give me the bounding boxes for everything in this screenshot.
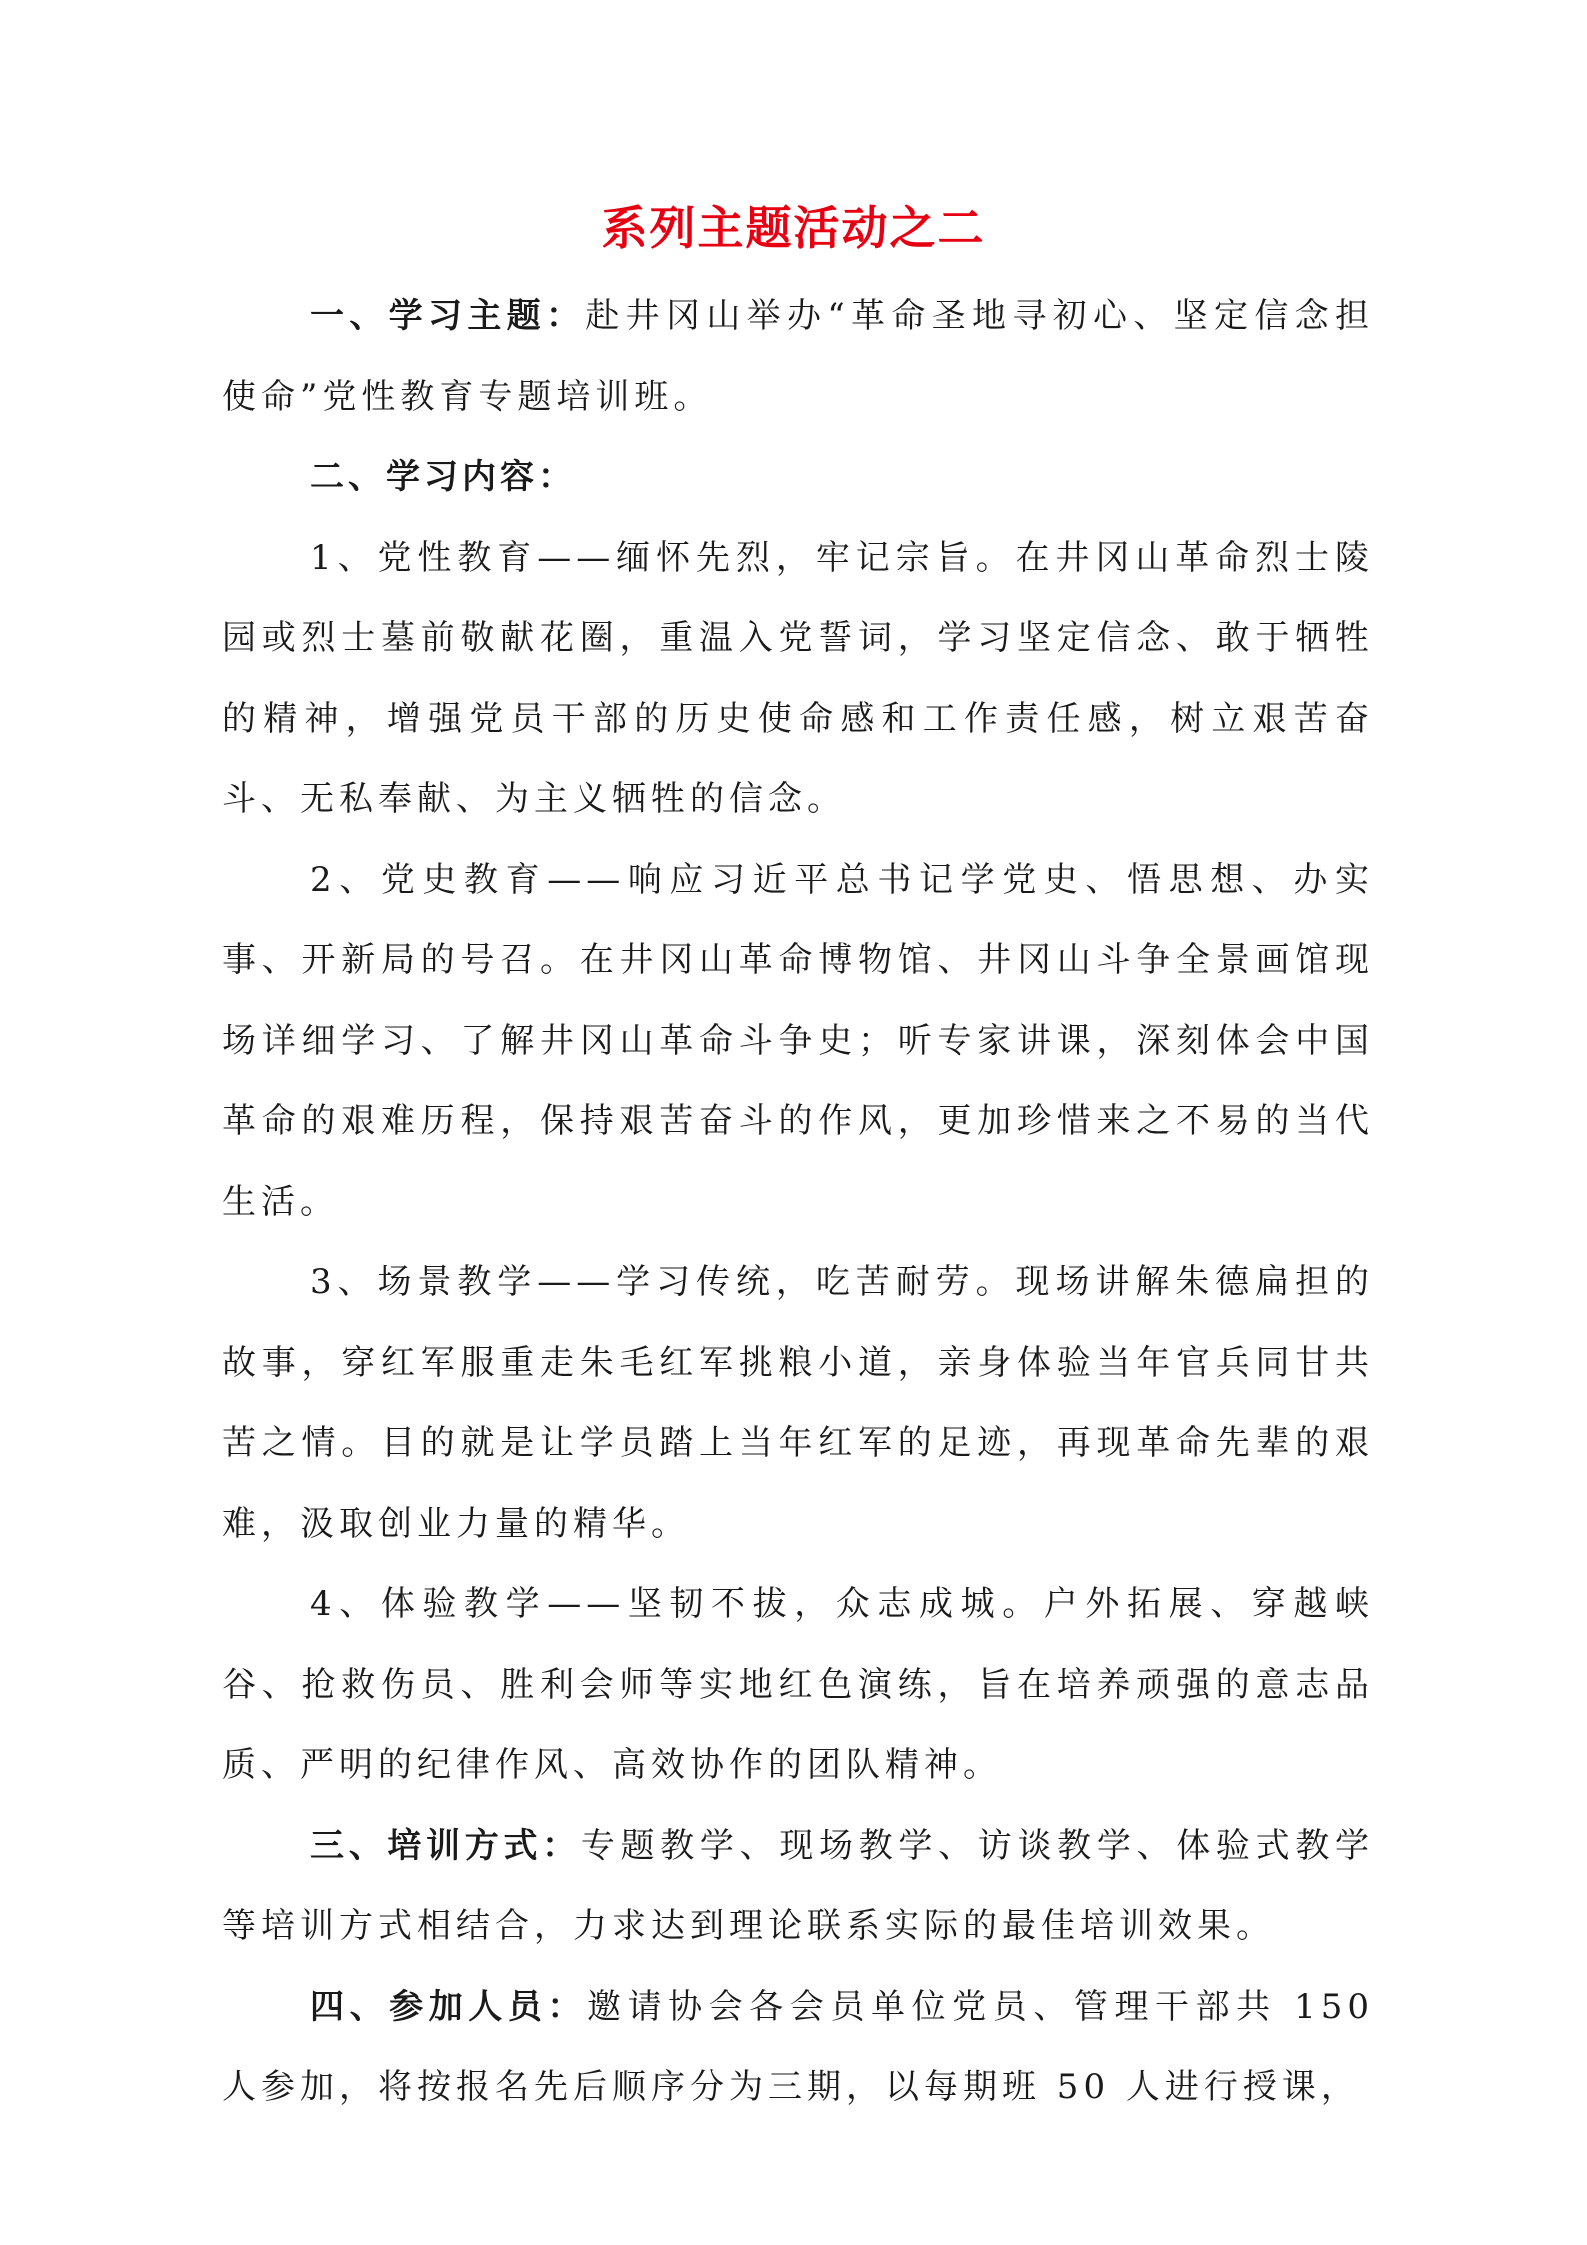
section-heading: 四、参加人员：: [310, 1986, 588, 2027]
page-title: 系列主题活动之二: [601, 201, 986, 255]
document-body: [222, 276, 1374, 2128]
section-content: [222, 437, 1374, 518]
content-item-2: 2、党史教育——响应习近平总书记学党史、悟思想、办实事、开新局的号召。在井冈山革命博物馆、井冈山斗争全景画馆现场详细学习、了解井冈山革命斗争史；听专家讲课，深刻体会中国革命的艰难历程，保持艰苦奋斗的作风，更加珍惜来之不易的当代生活。: [222, 859, 1374, 1222]
section-text: 赴井冈山举办“革命圣地寻初心、坚定信念担使命”党性教育专题培训班。: [222, 296, 1375, 417]
content-item-4: 4、体验教学——坚韧不拔，众志成城。户外拓展、穿越峡谷、抢救伤员、胜利会师等实地红色演练，旨在培养顽强的意志品质、严明的纪律作风、高效协作的团队精神。: [222, 1584, 1374, 1785]
section-text: 专题教学、现场教学、访谈教学、体验式教学等培训方式相结合，力求达到理论联系实际的最佳培训效果。: [222, 1825, 1375, 1946]
section-method: [222, 1806, 1374, 1967]
content-item-3: 3、场景教学——学习传统，吃苦耐劳。现场讲解朱德扁担的故事，穿红军服重走朱毛红军挑粮小道，亲身体验当年官兵同甘共苦之情。目的就是让学员踏上当年红军的足迹，再现革命先辈的艰难，汲取创业力量的精华。: [222, 1262, 1374, 1544]
section-participants: [222, 1967, 1374, 2128]
section-heading: 一、学习主题：: [310, 296, 586, 336]
section-text: 邀请协会各会员单位党员、管理干部共 150 人参加，将按报名先后顺序分为三期，以每期班 50 人进行授课，: [222, 1986, 1375, 2107]
content-item-1: 1、党性教育——缅怀先烈，牢记宗旨。在井冈山革命烈士陵园或烈士墓前敬献花圈，重温入党誓词，学习坚定信念、敢于牺牲的精神，增强党员干部的历史使命感和工作责任感，树立艰苦奋斗、无私奉献、为主义牺牲的信念。: [222, 537, 1374, 819]
section-heading: 二、学习内容：: [310, 457, 576, 497]
section-theme: [222, 276, 1374, 437]
section-heading: 三、培训方式：: [310, 1825, 581, 1866]
